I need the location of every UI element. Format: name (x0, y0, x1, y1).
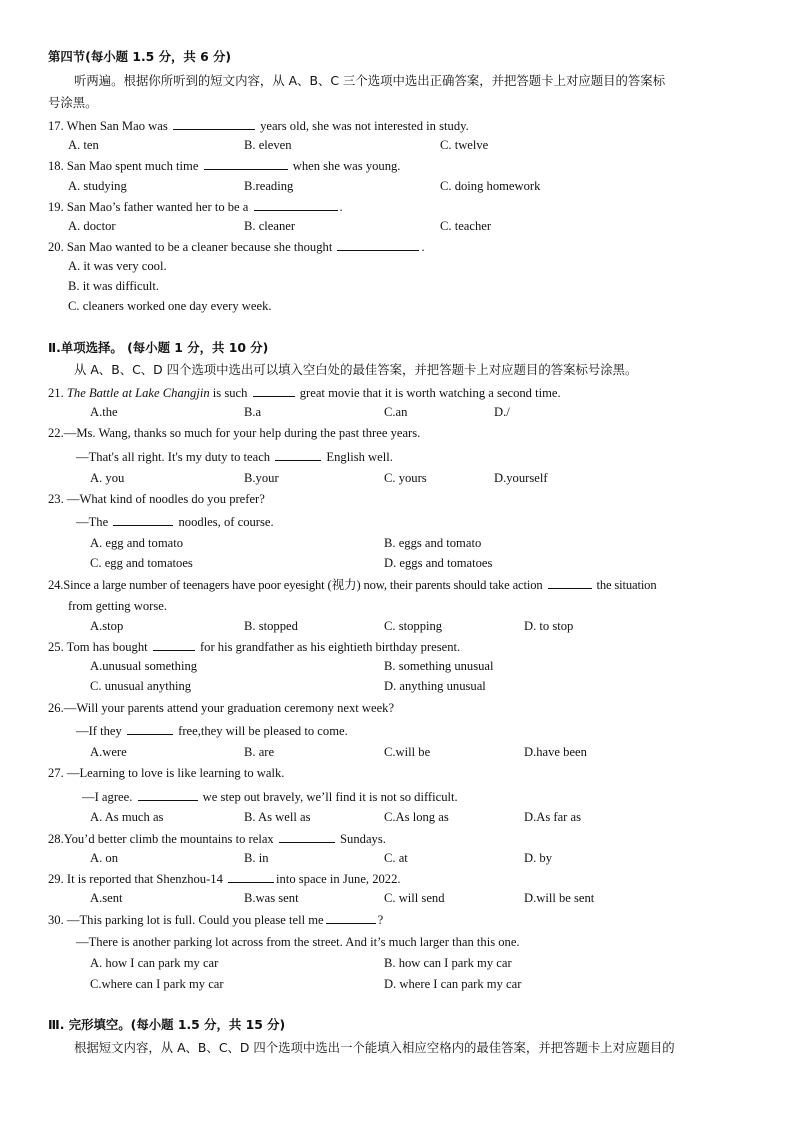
q24-option-d: D. to stop (524, 619, 574, 633)
q29-option-c: C. will send (384, 891, 445, 905)
q27-response-start: —I agree. (82, 790, 133, 804)
q27-option-b: B. As well as (244, 810, 311, 824)
q21-option-d: D./ (494, 405, 510, 419)
q22-response-start: —That's all right. It's my duty to teach (76, 450, 271, 464)
q18-blank (204, 157, 288, 170)
question-26: 26.—Will your parents attend your graduation ceremony next week? (48, 701, 395, 715)
q30-stem-end: ? (377, 913, 384, 927)
q29-option-d: D.will be sent (524, 891, 595, 905)
q23-option-a: A. egg and tomato (90, 536, 184, 550)
q19-option-a: A. doctor (68, 219, 116, 233)
q24-stem-continued: from getting worse. (68, 599, 167, 613)
q29-stem-start: 29. It is reported that Shenzhou-14 (48, 872, 223, 886)
q27-option-a: A. As much as (90, 810, 164, 824)
q25-blank (153, 638, 195, 651)
q26-response-end: free,they will be pleased to come. (178, 724, 348, 738)
q26-option-a: A.were (90, 745, 127, 759)
q21-movie-title: The Battle at Lake Changjin (66, 386, 210, 400)
question-22: 22.—Ms. Wang, thanks so much for your help during the past three years. (48, 426, 421, 440)
q23-response-start: —The (76, 515, 109, 529)
q24-option-b: B. stopped (244, 619, 298, 633)
q30-stem-start: 30. —This parking lot is full. Could you please tell me (48, 913, 324, 927)
q25-option-b: B. something unusual (384, 659, 494, 673)
q19-stem-start: 19. San Mao’s father wanted her to be a (48, 200, 249, 214)
q29-blank (228, 870, 274, 883)
q17-option-b: B. eleven (244, 138, 292, 152)
q22-option-c: C. yours (384, 471, 427, 485)
q26-response-start: —If they (76, 724, 122, 738)
q29-option-b: B.was sent (244, 891, 299, 905)
q27-blank (138, 788, 198, 801)
q23-response-end: noodles, of course. (178, 515, 274, 529)
q23-blank (113, 513, 173, 526)
q20-stem-end: . (421, 240, 425, 254)
q22-blank (275, 448, 321, 461)
q21-blank (253, 384, 295, 397)
q27-option-c: C.As long as (384, 810, 449, 824)
q21-option-a: A.the (90, 405, 118, 419)
q30-option-d: D. where I can park my car (384, 977, 522, 991)
q26-response (76, 722, 348, 739)
q18-option-b: B.reading (244, 179, 294, 193)
q26-option-c: C.will be (384, 745, 431, 759)
q20-option-b: B. it was difficult. (68, 279, 160, 293)
q25-option-d: D. anything unusual (384, 679, 486, 693)
question-30 (48, 911, 383, 928)
question-19 (48, 198, 343, 215)
q22-option-b: B.your (244, 471, 279, 485)
question-24 (48, 576, 656, 593)
q17-stem-start: 17. When San Mao was (48, 119, 168, 133)
q27-option-d: D.As far as (524, 810, 582, 824)
q25-stem-end: for his grandfather as his eightieth birthday present. (199, 640, 461, 654)
q26-blank (127, 722, 173, 735)
q22-response (76, 448, 393, 465)
q17-option-a: A. ten (68, 138, 99, 152)
q17-stem-end: years old, she was not interested in study. (260, 119, 469, 133)
q28-option-d: D. by (524, 851, 552, 865)
q30-blank (326, 911, 376, 924)
q28-stem-start: 28.You’d better climb the mountains to relax (48, 832, 274, 846)
q19-blank (254, 198, 338, 211)
q23-option-b: B. eggs and tomato (384, 536, 482, 550)
question-21 (48, 384, 561, 401)
question-25 (48, 638, 460, 655)
q23-response (76, 513, 274, 530)
q29-option-a: A.sent (90, 891, 123, 905)
section3-title: Ⅲ. 完形填空。(每小题 1.5 分，共 15 分) (48, 1017, 286, 1032)
q28-stem-end: Sundays. (340, 832, 386, 846)
section2-instruction: 从 A、B、C、D 四个选项中选出可以填入空白处的最佳答案，并把答题卡上对应题目的答案标号涂黑。 (74, 362, 638, 377)
q23-option-d: D. eggs and tomatoes (384, 556, 493, 570)
q29-stem-end: into space in June, 2022. (276, 872, 401, 886)
question-23: 23. —What kind of noodles do you prefer? (48, 492, 265, 506)
q21-stem-end: great movie that it is worth watching a second time. (299, 386, 561, 400)
section4-title: 第四节(每小题 1.5 分，共 6 分) (48, 49, 232, 64)
q27-response-end: we step out bravely, we’ll find it is not so difficult. (202, 790, 458, 804)
q18-stem-start: 18. San Mao spent much time (48, 159, 199, 173)
q20-option-a: A. it was very cool. (68, 259, 167, 273)
q18-stem-end: when she was young. (292, 159, 401, 173)
section4-instruction-line2: 号涂黑。 (48, 95, 98, 110)
q22-option-a: A. you (90, 471, 125, 485)
q18-option-c: C. doing homework (440, 179, 541, 193)
q21-option-c: C.an (384, 405, 408, 419)
q30-option-c: C.where can I park my car (90, 977, 224, 991)
q24-blank (548, 576, 592, 589)
q23-option-c: C. egg and tomatoes (90, 556, 193, 570)
q28-option-c: C. at (384, 851, 408, 865)
q24-stem-start: 24.Since a large number of teenagers have poor eyesight (视力) now, their parents should take action (48, 578, 543, 592)
q19-option-c: C. teacher (440, 219, 492, 233)
q22-response-end: English well. (326, 450, 393, 464)
q28-option-b: B. in (244, 851, 269, 865)
q24-stem-end: the situation (596, 578, 657, 592)
q21-stem-start: is such (212, 386, 248, 400)
section4-instruction-line1: 听两遍。根据你所听到的短文内容，从 A、B、C 三个选项中选出正确答案，并把答题卡上对应题目的答案标 (74, 73, 666, 88)
q20-stem-start: 20. San Mao wanted to be a cleaner because she thought (48, 240, 333, 254)
q28-blank (279, 830, 335, 843)
section2-title: Ⅱ.单项选择。 (每小题 1 分，共 10 分) (48, 340, 269, 355)
q30-option-a: A. how I can park my car (90, 956, 219, 970)
q20-option-c: C. cleaners worked one day every week. (68, 299, 272, 313)
q30-option-b: B. how can I park my car (384, 956, 512, 970)
q27-response (82, 788, 458, 805)
q30-response: —There is another parking lot across from the street. And it’s much larger than this one. (76, 935, 520, 949)
q17-option-c: C. twelve (440, 138, 489, 152)
q28-option-a: A. on (90, 851, 118, 865)
q19-option-b: B. cleaner (244, 219, 296, 233)
q18-option-a: A. studying (68, 179, 127, 193)
q26-option-d: D.have been (524, 745, 587, 759)
q25-option-a: A.unusual something (90, 659, 198, 673)
q26-option-b: B. are (244, 745, 275, 759)
q22-option-d: D.yourself (494, 471, 548, 485)
question-18 (48, 157, 400, 174)
question-20 (48, 238, 425, 255)
section3-instruction: 根据短文内容，从 A、B、C、D 四个选项中选出一个能填入相应空格内的最佳答案，并把答题卡上对应题目的 (74, 1040, 675, 1055)
q21-option-b: B.a (244, 405, 262, 419)
q24-option-c: C. stopping (384, 619, 443, 633)
q25-option-c: C. unusual anything (90, 679, 192, 693)
q19-stem-end: . (339, 200, 343, 214)
question-17 (48, 117, 469, 134)
q24-option-a: A.stop (90, 619, 124, 633)
q20-blank (337, 238, 419, 251)
q25-stem-start: 25. Tom has bought (48, 640, 148, 654)
q21-number: 21. (48, 386, 64, 400)
q17-blank (173, 117, 255, 130)
question-28 (48, 830, 386, 847)
question-27: 27. —Learning to love is like learning to walk. (48, 766, 285, 780)
question-29 (48, 870, 401, 887)
